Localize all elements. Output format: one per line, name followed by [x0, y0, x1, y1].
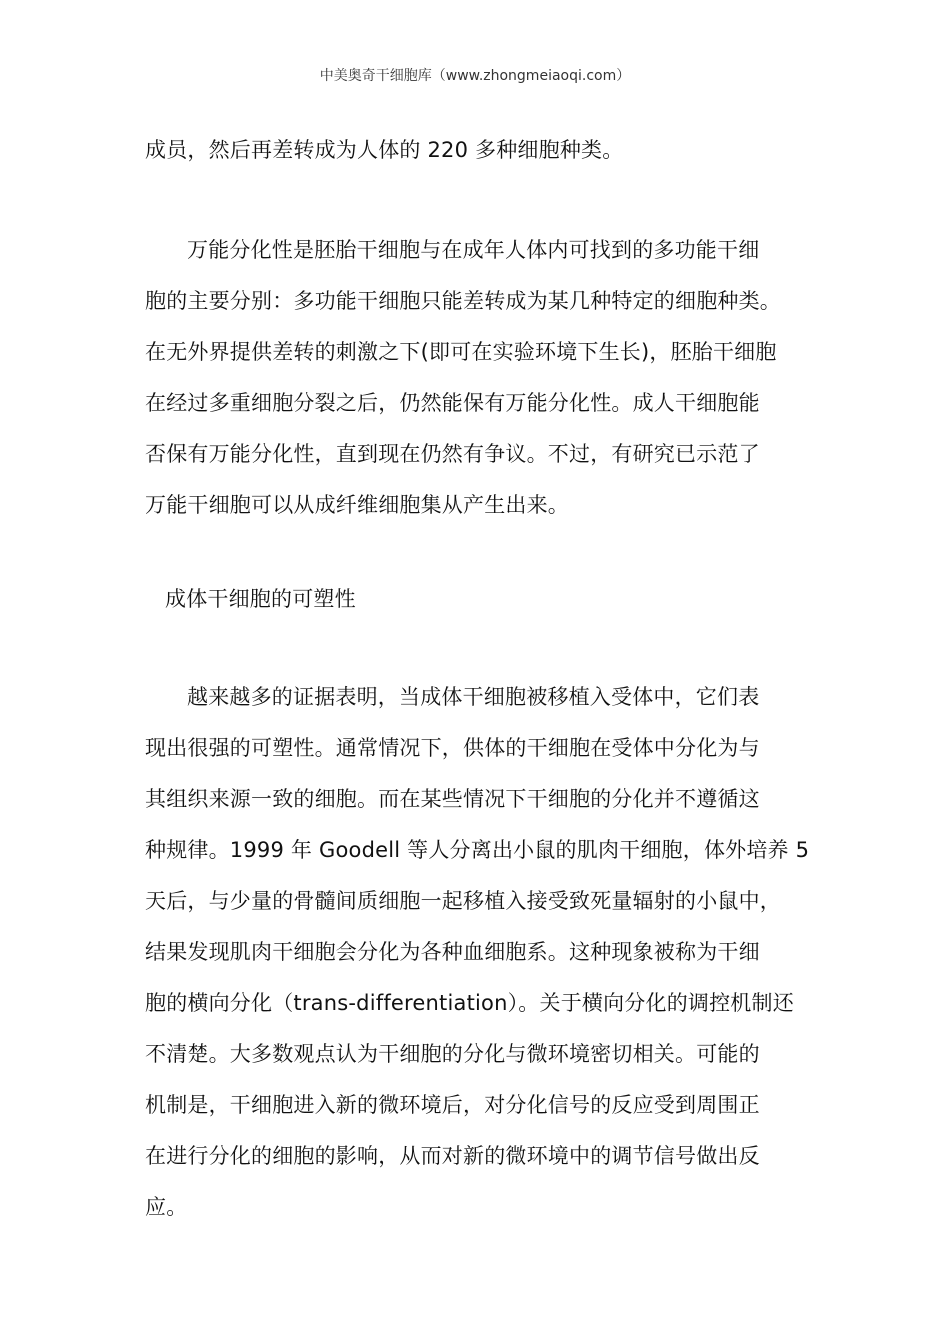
paragraph-line: 在进行分化的细胞的影响，从而对新的微环境中的调节信号做出反	[145, 1144, 760, 1168]
paragraph-line: 其组织来源一致的细胞。而在某些情况下干细胞的分化并不遵循这	[145, 787, 760, 811]
paragraph-line: 万能分化性是胚胎干细胞与在成年人体内可找到的多功能干细	[187, 238, 760, 262]
paragraph-continuation	[145, 125, 815, 176]
paragraph-line: 胞的主要分别：多功能干细胞只能差转成为某几种特定的细胞种类。	[145, 289, 781, 313]
paragraph-line: 胞的横向分化（trans-differentiation）。关于横向分化的调控机制还	[145, 991, 794, 1015]
page-header: 中美奥奇干细胞库（www.zhongmeiaoqi.com）	[319, 68, 631, 84]
paragraph-line: 在无外界提供差转的刺激之下(即可在实验环境下生长)，胚胎干细胞	[145, 340, 777, 364]
paragraph-line: 现出很强的可塑性。通常情况下，供体的干细胞在受体中分化为与	[145, 736, 760, 760]
paragraph-line: 种规律。1999 年 Goodell 等人分离出小鼠的肌肉干细胞，体外培养 5	[145, 838, 810, 862]
paragraph-line: 否保有万能分化性，直到现在仍然有争议。不过，有研究已示范了	[145, 442, 760, 466]
paragraph-line: 机制是，干细胞进入新的微环境后，对分化信号的反应受到周围正	[145, 1093, 760, 1117]
paragraph-line: 成员，然后再差转成为人体的 220 多种细胞种类。	[145, 138, 624, 162]
section-heading	[145, 574, 815, 625]
paragraph-line: 结果发现肌肉干细胞会分化为各种血细胞系。这种现象被称为干细	[145, 940, 760, 964]
paragraph-plasticity	[145, 672, 815, 1233]
paragraph-line: 万能干细胞可以从成纤维细胞集从产生出来。	[145, 493, 569, 517]
paragraph-pluripotency	[145, 225, 815, 531]
section-heading-text: 成体干细胞的可塑性	[165, 587, 356, 611]
paragraph-line: 越来越多的证据表明，当成体干细胞被移植入受体中，它们表	[187, 685, 760, 709]
paragraph-line: 天后，与少量的骨髓间质细胞一起移植入接受致死量辐射的小鼠中，	[145, 889, 781, 913]
paragraph-line: 应。	[145, 1195, 188, 1219]
paragraph-line: 在经过多重细胞分裂之后，仍然能保有万能分化性。成人干细胞能	[145, 391, 760, 415]
paragraph-line: 不清楚。大多数观点认为干细胞的分化与微环境密切相关。可能的	[145, 1042, 760, 1066]
